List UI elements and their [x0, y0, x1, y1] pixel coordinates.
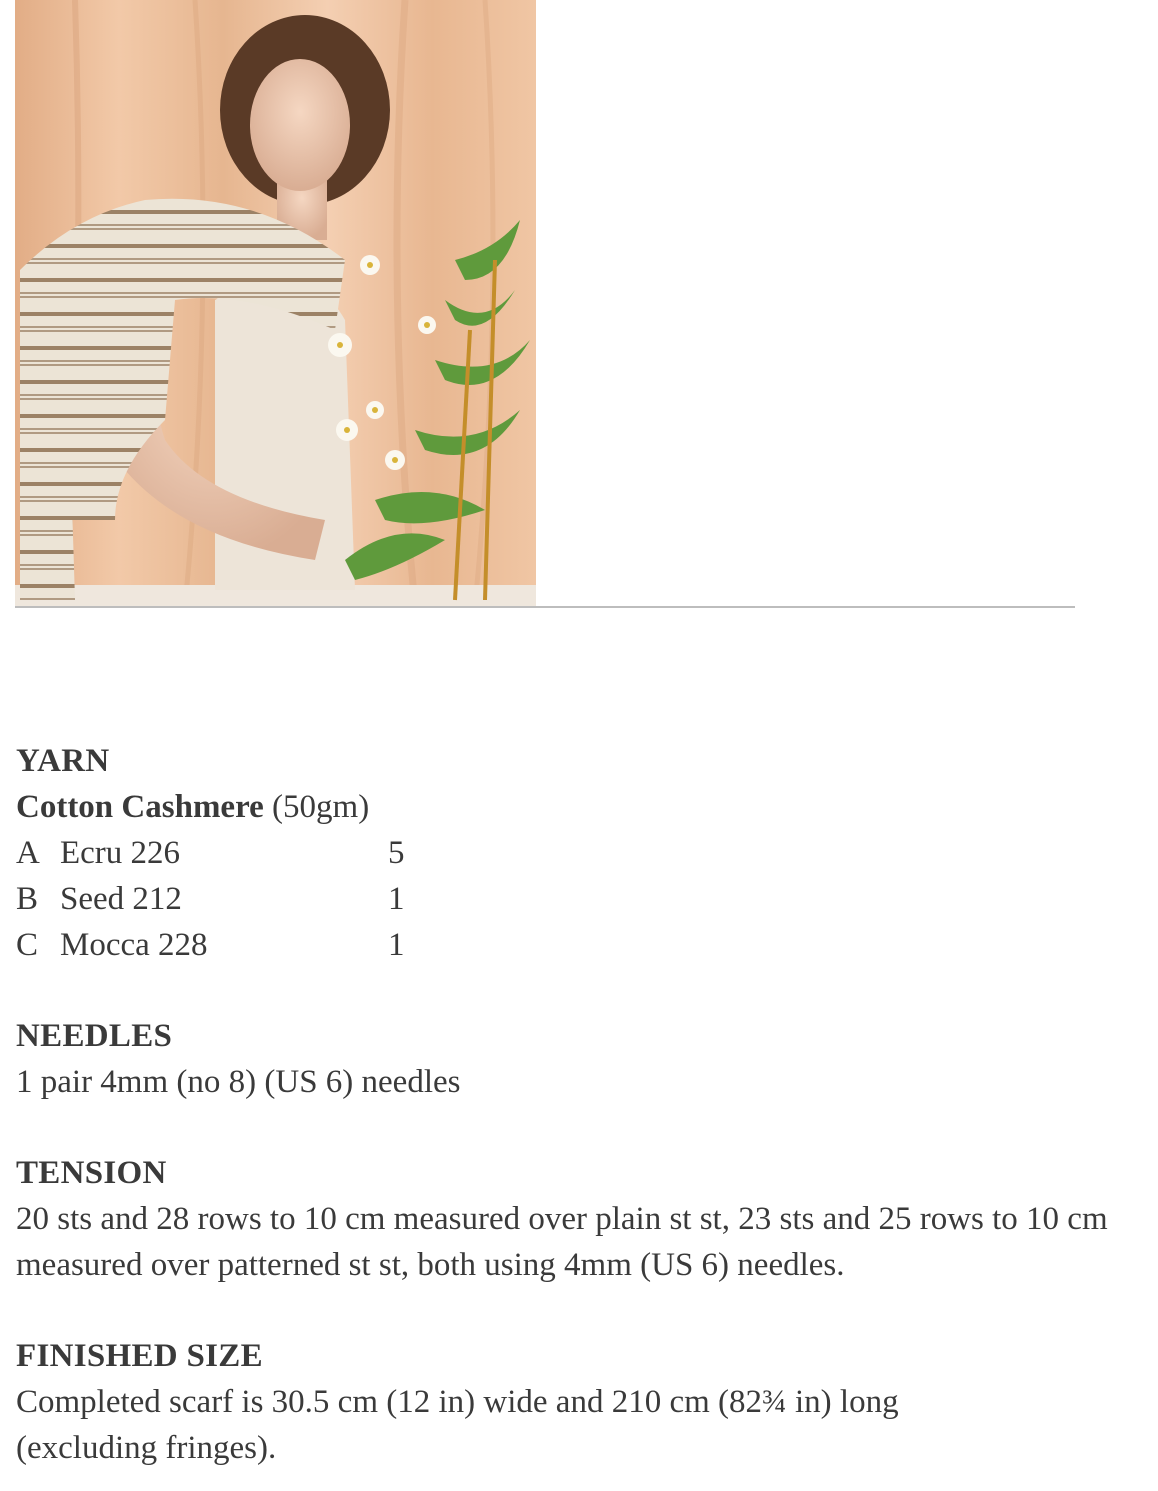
colour-quantity: 5 [388, 835, 405, 871]
colour-quantity: 1 [388, 927, 405, 963]
divider-rule [15, 606, 1075, 608]
yarn-colour-row [16, 830, 1136, 876]
colour-letter: B [16, 881, 39, 917]
section-gap [16, 1288, 1136, 1333]
colour-letter: C [16, 927, 39, 963]
needles-text: 1 pair 4mm (no 8) (US 6) needles [16, 1064, 461, 1100]
colour-letter: A [16, 835, 40, 871]
tension-text: 20 sts and 28 rows to 10 cm measured over plain st st, 23 sts and 25 rows to 10 cm measured over patterned st st, both using 4mm (US 6) needles. [16, 1201, 1108, 1283]
needles-heading: NEEDLES [16, 1018, 173, 1054]
section-gap [16, 968, 1136, 1013]
tension-heading: TENSION [16, 1155, 167, 1191]
finished-size-text: Completed scarf is 30.5 cm (12 in) wide and 210 cm (82¾ in) long (excluding fringes). [16, 1384, 899, 1466]
yarn-name-line [16, 784, 1136, 830]
yarn-colour-row [16, 876, 1136, 922]
finished-size-heading: FINISHED SIZE [16, 1338, 263, 1374]
yarn-colour-row [16, 922, 1136, 968]
model-photo-illustration [15, 0, 536, 606]
colour-shade: Seed 212 [60, 881, 182, 917]
colour-quantity: 1 [388, 881, 405, 917]
colour-shade: Mocca 228 [60, 927, 208, 963]
model-photo [15, 0, 536, 606]
yarn-weight: (50gm) [272, 789, 370, 825]
yarn-name: Cotton Cashmere [16, 789, 264, 825]
colour-shade: Ecru 226 [60, 835, 181, 871]
section-gap [16, 1105, 1136, 1150]
yarn-heading: YARN [16, 743, 110, 779]
pattern-specifications [16, 738, 1136, 1471]
